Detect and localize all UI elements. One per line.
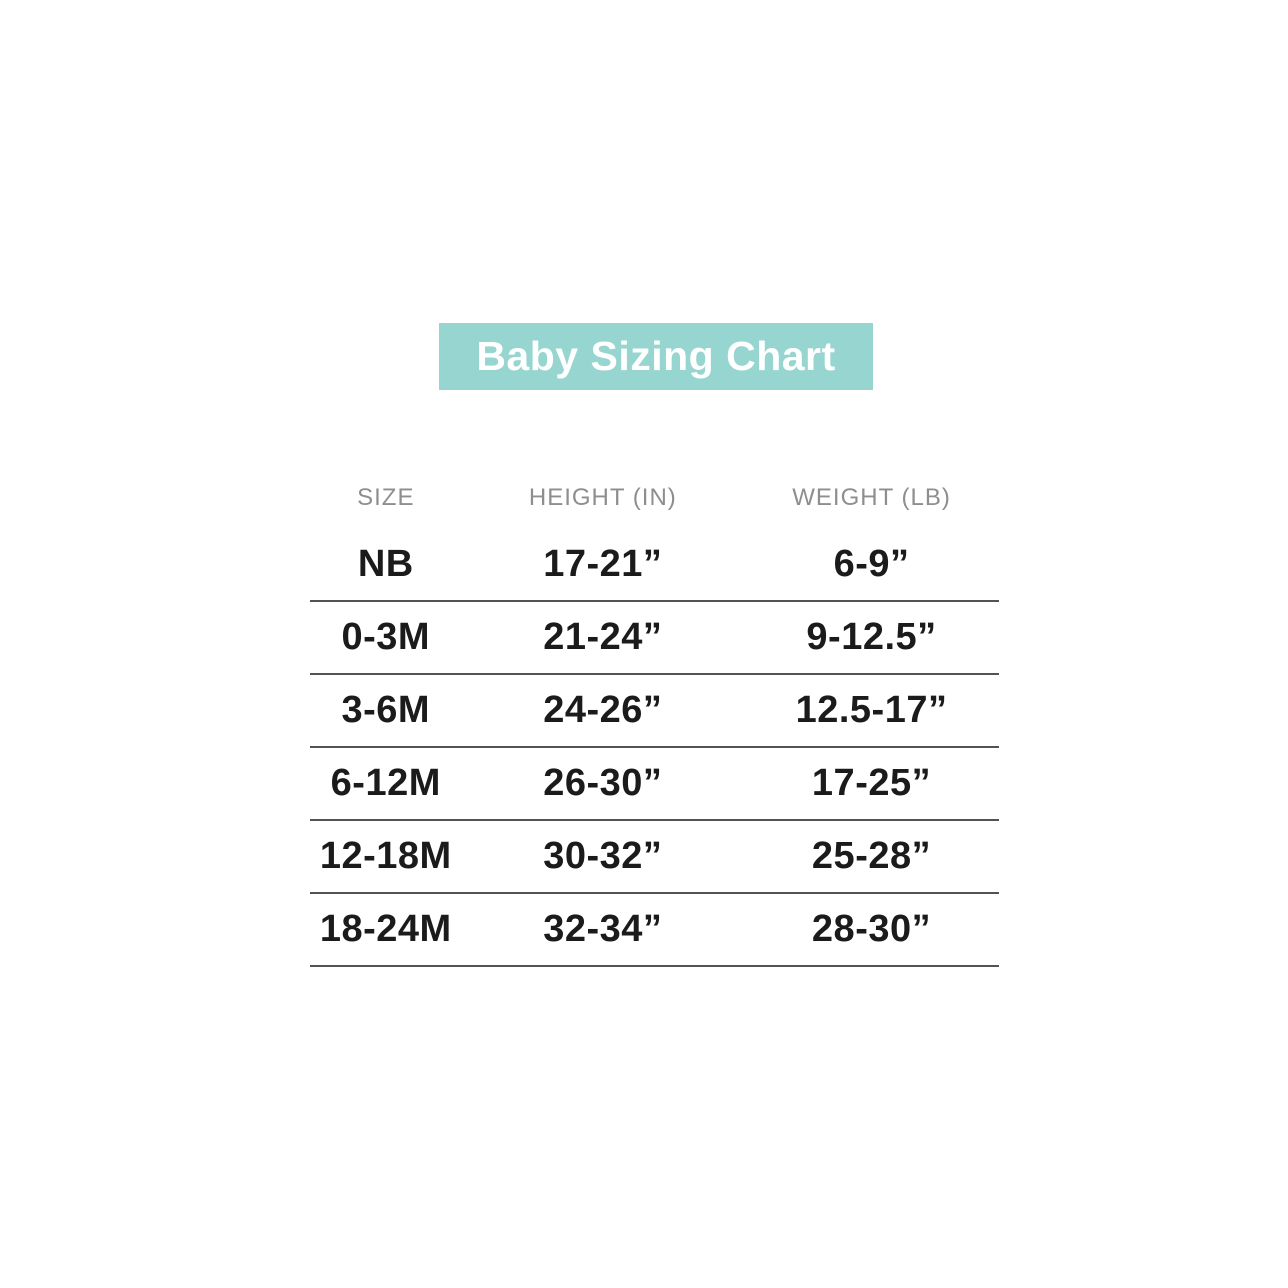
- header-row: [310, 468, 999, 528]
- weight-cell: 28-30”: [744, 893, 999, 966]
- table-row: [310, 528, 999, 601]
- size-cell: NB: [310, 528, 462, 601]
- height-cell: 24-26”: [462, 674, 744, 747]
- height-cell: 32-34”: [462, 893, 744, 966]
- size-cell: 3-6M: [310, 674, 462, 747]
- height-cell: 30-32”: [462, 820, 744, 893]
- size-cell: 18-24M: [310, 893, 462, 966]
- weight-cell: 17-25”: [744, 747, 999, 820]
- size-cell: 0-3M: [310, 601, 462, 674]
- size-cell: 12-18M: [310, 820, 462, 893]
- sizing-table: [310, 468, 999, 967]
- table-row: [310, 601, 999, 674]
- table-row: [310, 674, 999, 747]
- height-cell: 26-30”: [462, 747, 744, 820]
- column-header-weight: WEIGHT (LB): [792, 484, 951, 511]
- weight-cell: 25-28”: [744, 820, 999, 893]
- size-cell: 6-12M: [310, 747, 462, 820]
- table-row: [310, 820, 999, 893]
- column-header-size: SIZE: [357, 484, 415, 511]
- page-title: Baby Sizing Chart: [439, 323, 873, 390]
- sizing-table-container: [310, 468, 999, 967]
- weight-cell: 12.5-17”: [744, 674, 999, 747]
- column-header-height: HEIGHT (IN): [528, 484, 677, 511]
- weight-cell: 6-9”: [744, 528, 999, 601]
- height-cell: 21-24”: [462, 601, 744, 674]
- height-cell: 17-21”: [462, 528, 744, 601]
- weight-cell: 9-12.5”: [744, 601, 999, 674]
- table-row: [310, 893, 999, 966]
- table-row: [310, 747, 999, 820]
